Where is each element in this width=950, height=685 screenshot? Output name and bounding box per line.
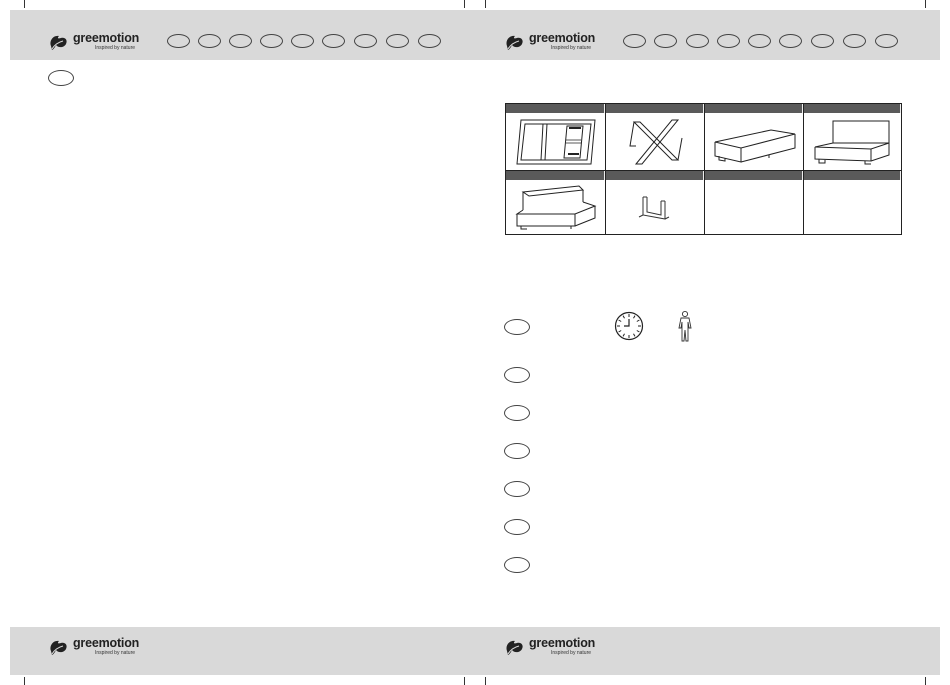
part-corner-chaise-module	[506, 180, 605, 235]
table-header-cell	[605, 104, 704, 113]
person-icon	[676, 310, 694, 342]
language-marker	[504, 481, 530, 497]
clock-icon	[614, 311, 644, 341]
language-marker	[504, 557, 530, 573]
x-leg-frame-drawing	[620, 116, 690, 168]
crop-mark	[464, 0, 465, 8]
footer-band	[10, 627, 940, 675]
table-header-cell	[803, 104, 901, 113]
language-tab[interactable]	[418, 34, 441, 48]
language-tab[interactable]	[654, 34, 677, 48]
crop-mark	[24, 0, 25, 8]
brand-name: greemotion	[73, 636, 140, 650]
u-clip-connector-drawing	[635, 191, 675, 225]
part-armless-ottoman	[704, 113, 803, 170]
language-tab[interactable]	[229, 34, 252, 48]
brand-name: greemotion	[529, 31, 596, 45]
part-x-leg-frame	[605, 113, 704, 170]
language-tab[interactable]	[291, 34, 314, 48]
table-header-cell	[506, 104, 605, 113]
crop-mark	[485, 0, 486, 8]
brand-tagline: Inspired by nature	[551, 649, 592, 656]
armless-ottoman-drawing	[709, 118, 799, 166]
language-marker	[504, 319, 530, 335]
brand-logo-top-left	[48, 32, 139, 52]
table-header-cell	[605, 171, 704, 180]
table-header-cell	[704, 104, 803, 113]
frame-panel-drawing	[513, 116, 599, 168]
parts-table	[505, 103, 902, 235]
header-band	[10, 10, 940, 60]
leaf-logo-icon	[504, 637, 526, 657]
table-header-cell	[803, 171, 901, 180]
language-tab[interactable]	[322, 34, 345, 48]
language-tab[interactable]	[811, 34, 834, 48]
crop-mark	[925, 0, 926, 8]
assembly-persons-info	[676, 310, 694, 347]
brand-name: greemotion	[73, 31, 140, 45]
language-marker	[504, 519, 530, 535]
assembly-time-info	[614, 311, 644, 346]
part-middle-sofa-module	[803, 113, 901, 170]
crop-mark	[24, 677, 25, 685]
language-tab[interactable]	[843, 34, 866, 48]
language-marker	[504, 405, 530, 421]
language-tab[interactable]	[686, 34, 709, 48]
brand-logo-top-right	[504, 32, 595, 52]
brand-logo-bottom-right	[504, 637, 595, 657]
language-tab[interactable]	[748, 34, 771, 48]
leaf-logo-icon	[48, 32, 70, 52]
language-tab[interactable]	[623, 34, 646, 48]
language-tab[interactable]	[167, 34, 190, 48]
part-u-clip-connector	[605, 180, 704, 235]
crop-mark	[485, 677, 486, 685]
leaf-logo-icon	[48, 637, 70, 657]
brand-tagline: Inspired by nature	[95, 649, 136, 656]
crop-mark	[464, 677, 465, 685]
language-tab[interactable]	[198, 34, 221, 48]
language-tab[interactable]	[779, 34, 802, 48]
leaf-logo-icon	[504, 32, 526, 52]
table-divider	[506, 170, 901, 171]
table-header-cell	[704, 171, 803, 180]
corner-chaise-module-drawing	[513, 184, 599, 232]
brand-logo-bottom-left	[48, 637, 139, 657]
language-tab[interactable]	[260, 34, 283, 48]
crop-mark	[925, 677, 926, 685]
language-marker	[504, 443, 530, 459]
brand-tagline: Inspired by nature	[551, 44, 592, 51]
language-tab[interactable]	[354, 34, 377, 48]
middle-sofa-module-drawing	[809, 117, 895, 167]
language-marker	[504, 367, 530, 383]
language-marker	[48, 70, 74, 86]
language-tab[interactable]	[875, 34, 898, 48]
part-frame-panel	[506, 113, 605, 170]
brand-tagline: Inspired by nature	[95, 44, 136, 51]
table-header-cell	[506, 171, 605, 180]
language-tab[interactable]	[717, 34, 740, 48]
language-tab[interactable]	[386, 34, 409, 48]
brand-name: greemotion	[529, 636, 596, 650]
